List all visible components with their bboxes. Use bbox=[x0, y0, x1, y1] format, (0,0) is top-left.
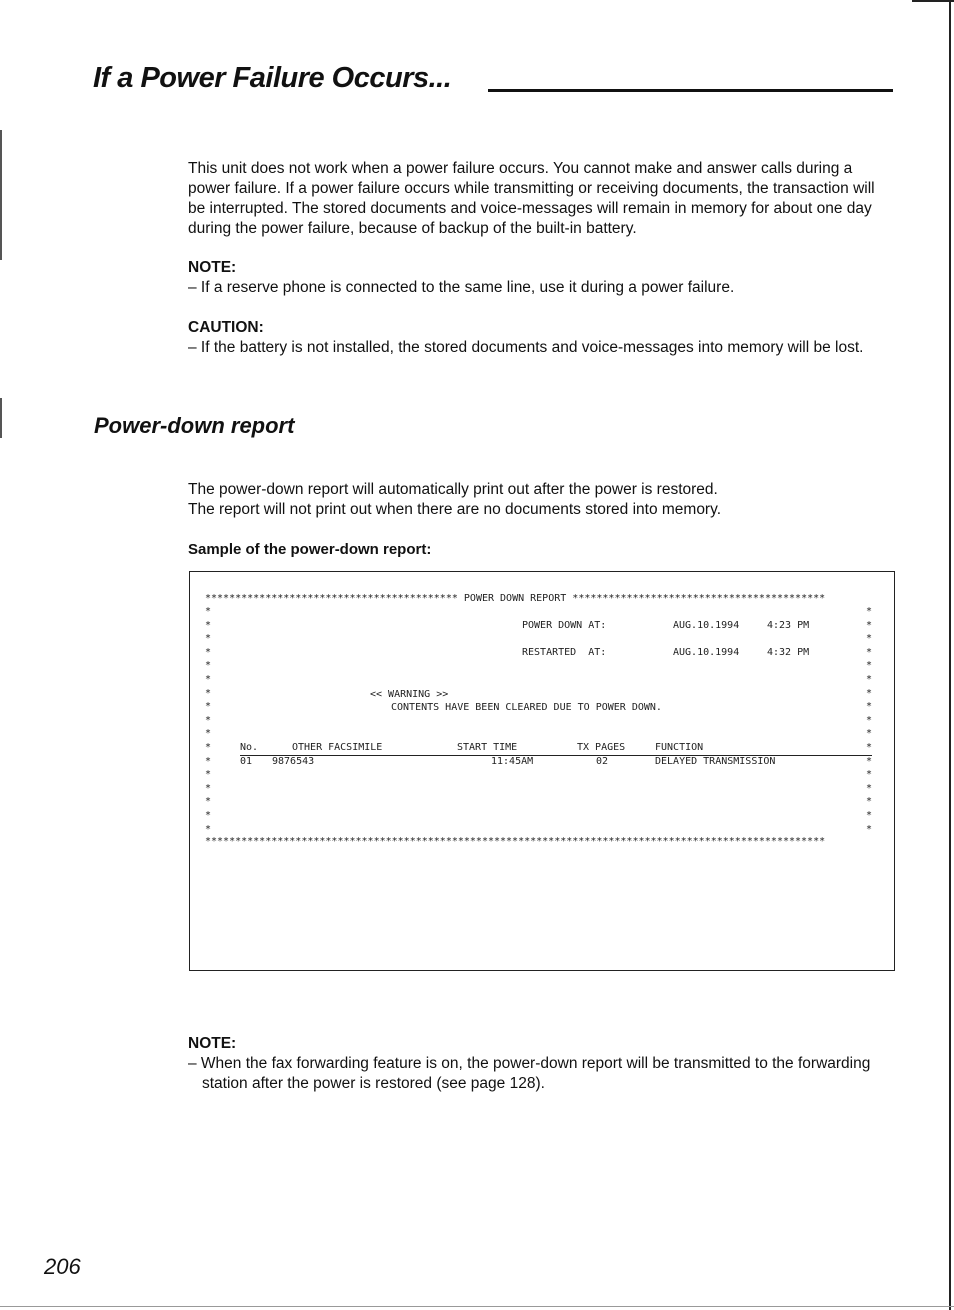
caution-text: – If the battery is not installed, the stored documents and voice-messages into memory will be lost. bbox=[188, 339, 864, 356]
report-star-left: * bbox=[205, 823, 212, 835]
section-paragraph bbox=[188, 480, 893, 520]
report-star-right: * bbox=[866, 810, 873, 821]
intro-paragraph: This unit does not work when a power failure occurs. You cannot make and answer calls during a power failure. If a power failure occurs while transmitting or receiving documents, the transaction will be interrupted. The stored documents and voice-messages will remain in memory for about one day during the power failure, because of backup of the built-in battery. bbox=[188, 160, 875, 237]
power-down-label: POWER DOWN AT: bbox=[522, 620, 607, 631]
report-star-right: * bbox=[866, 633, 873, 645]
report-star-right: * bbox=[866, 646, 873, 658]
report-header-line bbox=[205, 593, 825, 604]
restarted-label: RESTARTED AT: bbox=[522, 647, 607, 658]
row-other: 9876543 bbox=[272, 756, 315, 767]
page-number: 206 bbox=[44, 1254, 81, 1279]
report-star-right: * bbox=[866, 796, 873, 808]
note-block bbox=[188, 258, 893, 298]
report-title: POWER DOWN REPORT bbox=[463, 593, 567, 604]
report-star-right: * bbox=[866, 823, 873, 835]
report-star-right: * bbox=[866, 660, 873, 672]
report-star-right: * bbox=[866, 606, 873, 617]
report-star-right: * bbox=[866, 742, 873, 753]
row-function: DELAYED TRANSMISSION bbox=[655, 756, 776, 767]
column-header-rule bbox=[240, 755, 872, 756]
row-no: 01 bbox=[240, 756, 253, 767]
section-heading: Power-down report bbox=[94, 413, 295, 438]
note-text: – If a reserve phone is connected to the same line, use it during a power failure. bbox=[188, 279, 735, 296]
report-star-left: * bbox=[205, 714, 212, 726]
report-star-right: * bbox=[866, 674, 873, 685]
report-stars-left: ****************************************** bbox=[205, 593, 458, 604]
report-star-right: * bbox=[866, 769, 873, 781]
report-star-left: * bbox=[205, 755, 212, 767]
report-star-right: * bbox=[866, 701, 873, 713]
report-star-left: * bbox=[205, 687, 212, 699]
warning-heading: << WARNING >> bbox=[370, 689, 449, 700]
report-star-left: * bbox=[205, 633, 212, 645]
report-star-left: * bbox=[205, 606, 212, 617]
caution-block bbox=[188, 318, 893, 358]
report-sample-box bbox=[189, 571, 895, 971]
report-star-right: * bbox=[866, 728, 873, 740]
col-header-start: START TIME bbox=[457, 742, 518, 753]
section-line-2: The report will not print out when there are no documents stored into memory. bbox=[188, 501, 722, 518]
col-header-function: FUNCTION bbox=[655, 742, 704, 753]
col-header-no: No. bbox=[240, 742, 259, 753]
scan-edge-top bbox=[912, 0, 954, 2]
report-bottom-stars: ******************************************************************************************************* bbox=[205, 836, 826, 847]
scan-edge-bottom bbox=[0, 1306, 954, 1307]
scan-edge-right bbox=[949, 0, 951, 1310]
note2-block bbox=[188, 1034, 893, 1094]
report-star-right: * bbox=[866, 619, 873, 631]
power-down-date: AUG.10.1994 bbox=[673, 620, 740, 631]
power-down-time: 4:23 PM bbox=[767, 620, 810, 631]
report-star-right: * bbox=[866, 687, 873, 699]
row-pages: 02 bbox=[596, 756, 609, 767]
report-stars-right: ****************************************** bbox=[572, 593, 826, 604]
report-star-left: * bbox=[205, 619, 212, 631]
warning-text: CONTENTS HAVE BEEN CLEARED DUE TO POWER DOWN. bbox=[391, 702, 662, 713]
report-star-left: * bbox=[205, 782, 212, 794]
col-header-other: OTHER FACSIMILE bbox=[292, 742, 383, 753]
title-rule bbox=[488, 89, 893, 92]
report-star-right: * bbox=[866, 782, 873, 794]
scan-edge-left bbox=[0, 130, 2, 260]
note-label: NOTE: bbox=[188, 259, 237, 276]
restarted-time: 4:32 PM bbox=[767, 647, 810, 658]
report-star-left: * bbox=[205, 742, 212, 753]
scan-edge-left-lower bbox=[0, 398, 2, 438]
note2-text: – When the fax forwarding feature is on, the power-down report will be transmitted to the forwarding station after the power is restored (see page 128). bbox=[188, 1055, 871, 1092]
report-star-left: * bbox=[205, 674, 212, 685]
report-star-left: * bbox=[205, 646, 212, 658]
report-star-right: * bbox=[866, 755, 873, 767]
col-header-pages: TX PAGES bbox=[577, 742, 626, 753]
restarted-date: AUG.10.1994 bbox=[673, 647, 740, 658]
page-title: If a Power Failure Occurs... bbox=[93, 62, 452, 94]
report-star-left: * bbox=[205, 810, 212, 821]
sample-label: Sample of the power-down report: bbox=[188, 541, 432, 558]
report-star-right: * bbox=[866, 714, 873, 726]
caution-label: CAUTION: bbox=[188, 319, 264, 336]
report-star-left: * bbox=[205, 728, 212, 740]
note2-label: NOTE: bbox=[188, 1035, 237, 1052]
report-star-left: * bbox=[205, 701, 212, 713]
report-star-left: * bbox=[205, 796, 212, 808]
section-line-1: The power-down report will automatically print out after the power is restored. bbox=[188, 481, 718, 498]
report-star-left: * bbox=[205, 769, 212, 781]
report-star-left: * bbox=[205, 660, 212, 672]
row-start: 11:45AM bbox=[491, 756, 534, 767]
